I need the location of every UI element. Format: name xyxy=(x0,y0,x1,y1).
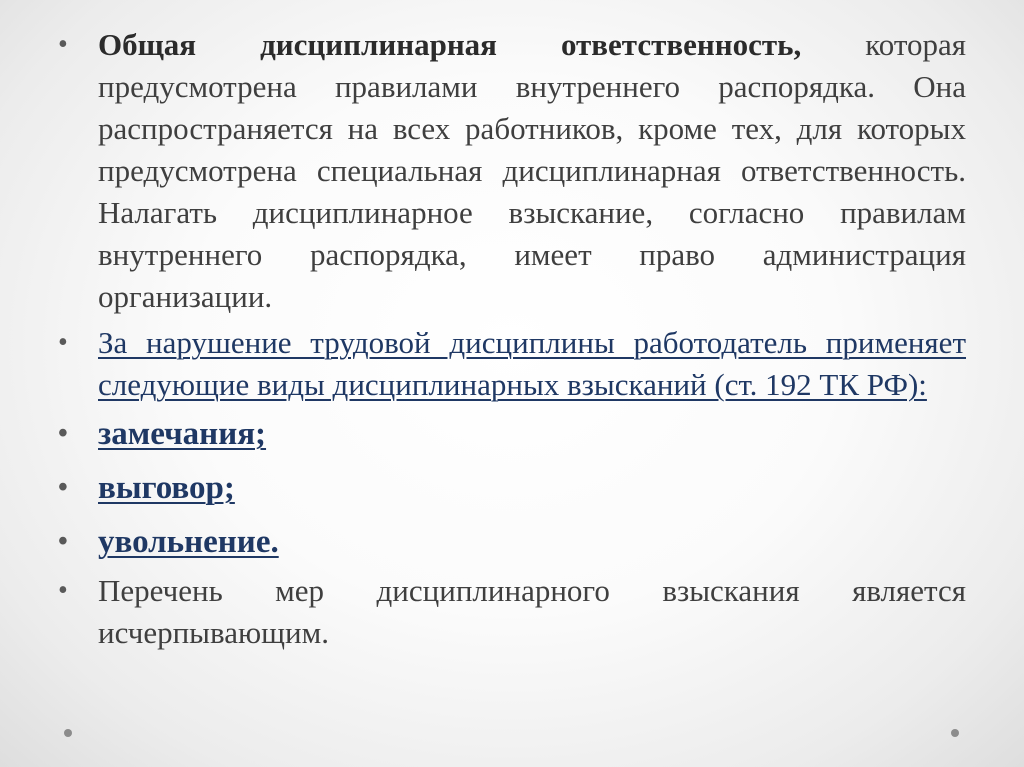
remark-link[interactable]: замечания; xyxy=(98,416,267,452)
bullet-violation-intro[interactable] xyxy=(56,322,966,406)
bullet-reprimand[interactable] xyxy=(56,464,966,512)
bullet-general-responsibility xyxy=(56,24,966,318)
bullet-dismissal[interactable] xyxy=(56,518,966,566)
bullet-text: которая предусмотрена правилами внутреннего распорядка. Она распространяется на всех работников, кроме тех, для которых предусмотрена специальная дисциплинарная ответственность. Налагать дисциплинарное взыскание, согласно правилам внутреннего распорядка, имеет право администрация организации. xyxy=(98,27,966,314)
violation-link[interactable]: За нарушение трудовой дисциплины работодатель применяет следующие виды дисциплинарных взысканий (ст. 192 ТК РФ): xyxy=(98,325,966,402)
slide-content xyxy=(56,24,966,654)
dismissal-link[interactable]: увольнение. xyxy=(98,524,279,560)
bullet-remark[interactable] xyxy=(56,410,966,458)
bullet-exhaustive-list xyxy=(56,570,966,654)
bullet-text: Перечень мер дисциплинарного взыскания является исчерпывающим. xyxy=(98,573,966,650)
decor-dot-right xyxy=(951,729,959,737)
decor-dot-left xyxy=(64,729,72,737)
reprimand-link[interactable]: выговор; xyxy=(98,470,235,506)
bullet-bold-term: Общая дисциплинарная ответственность, xyxy=(98,27,802,62)
